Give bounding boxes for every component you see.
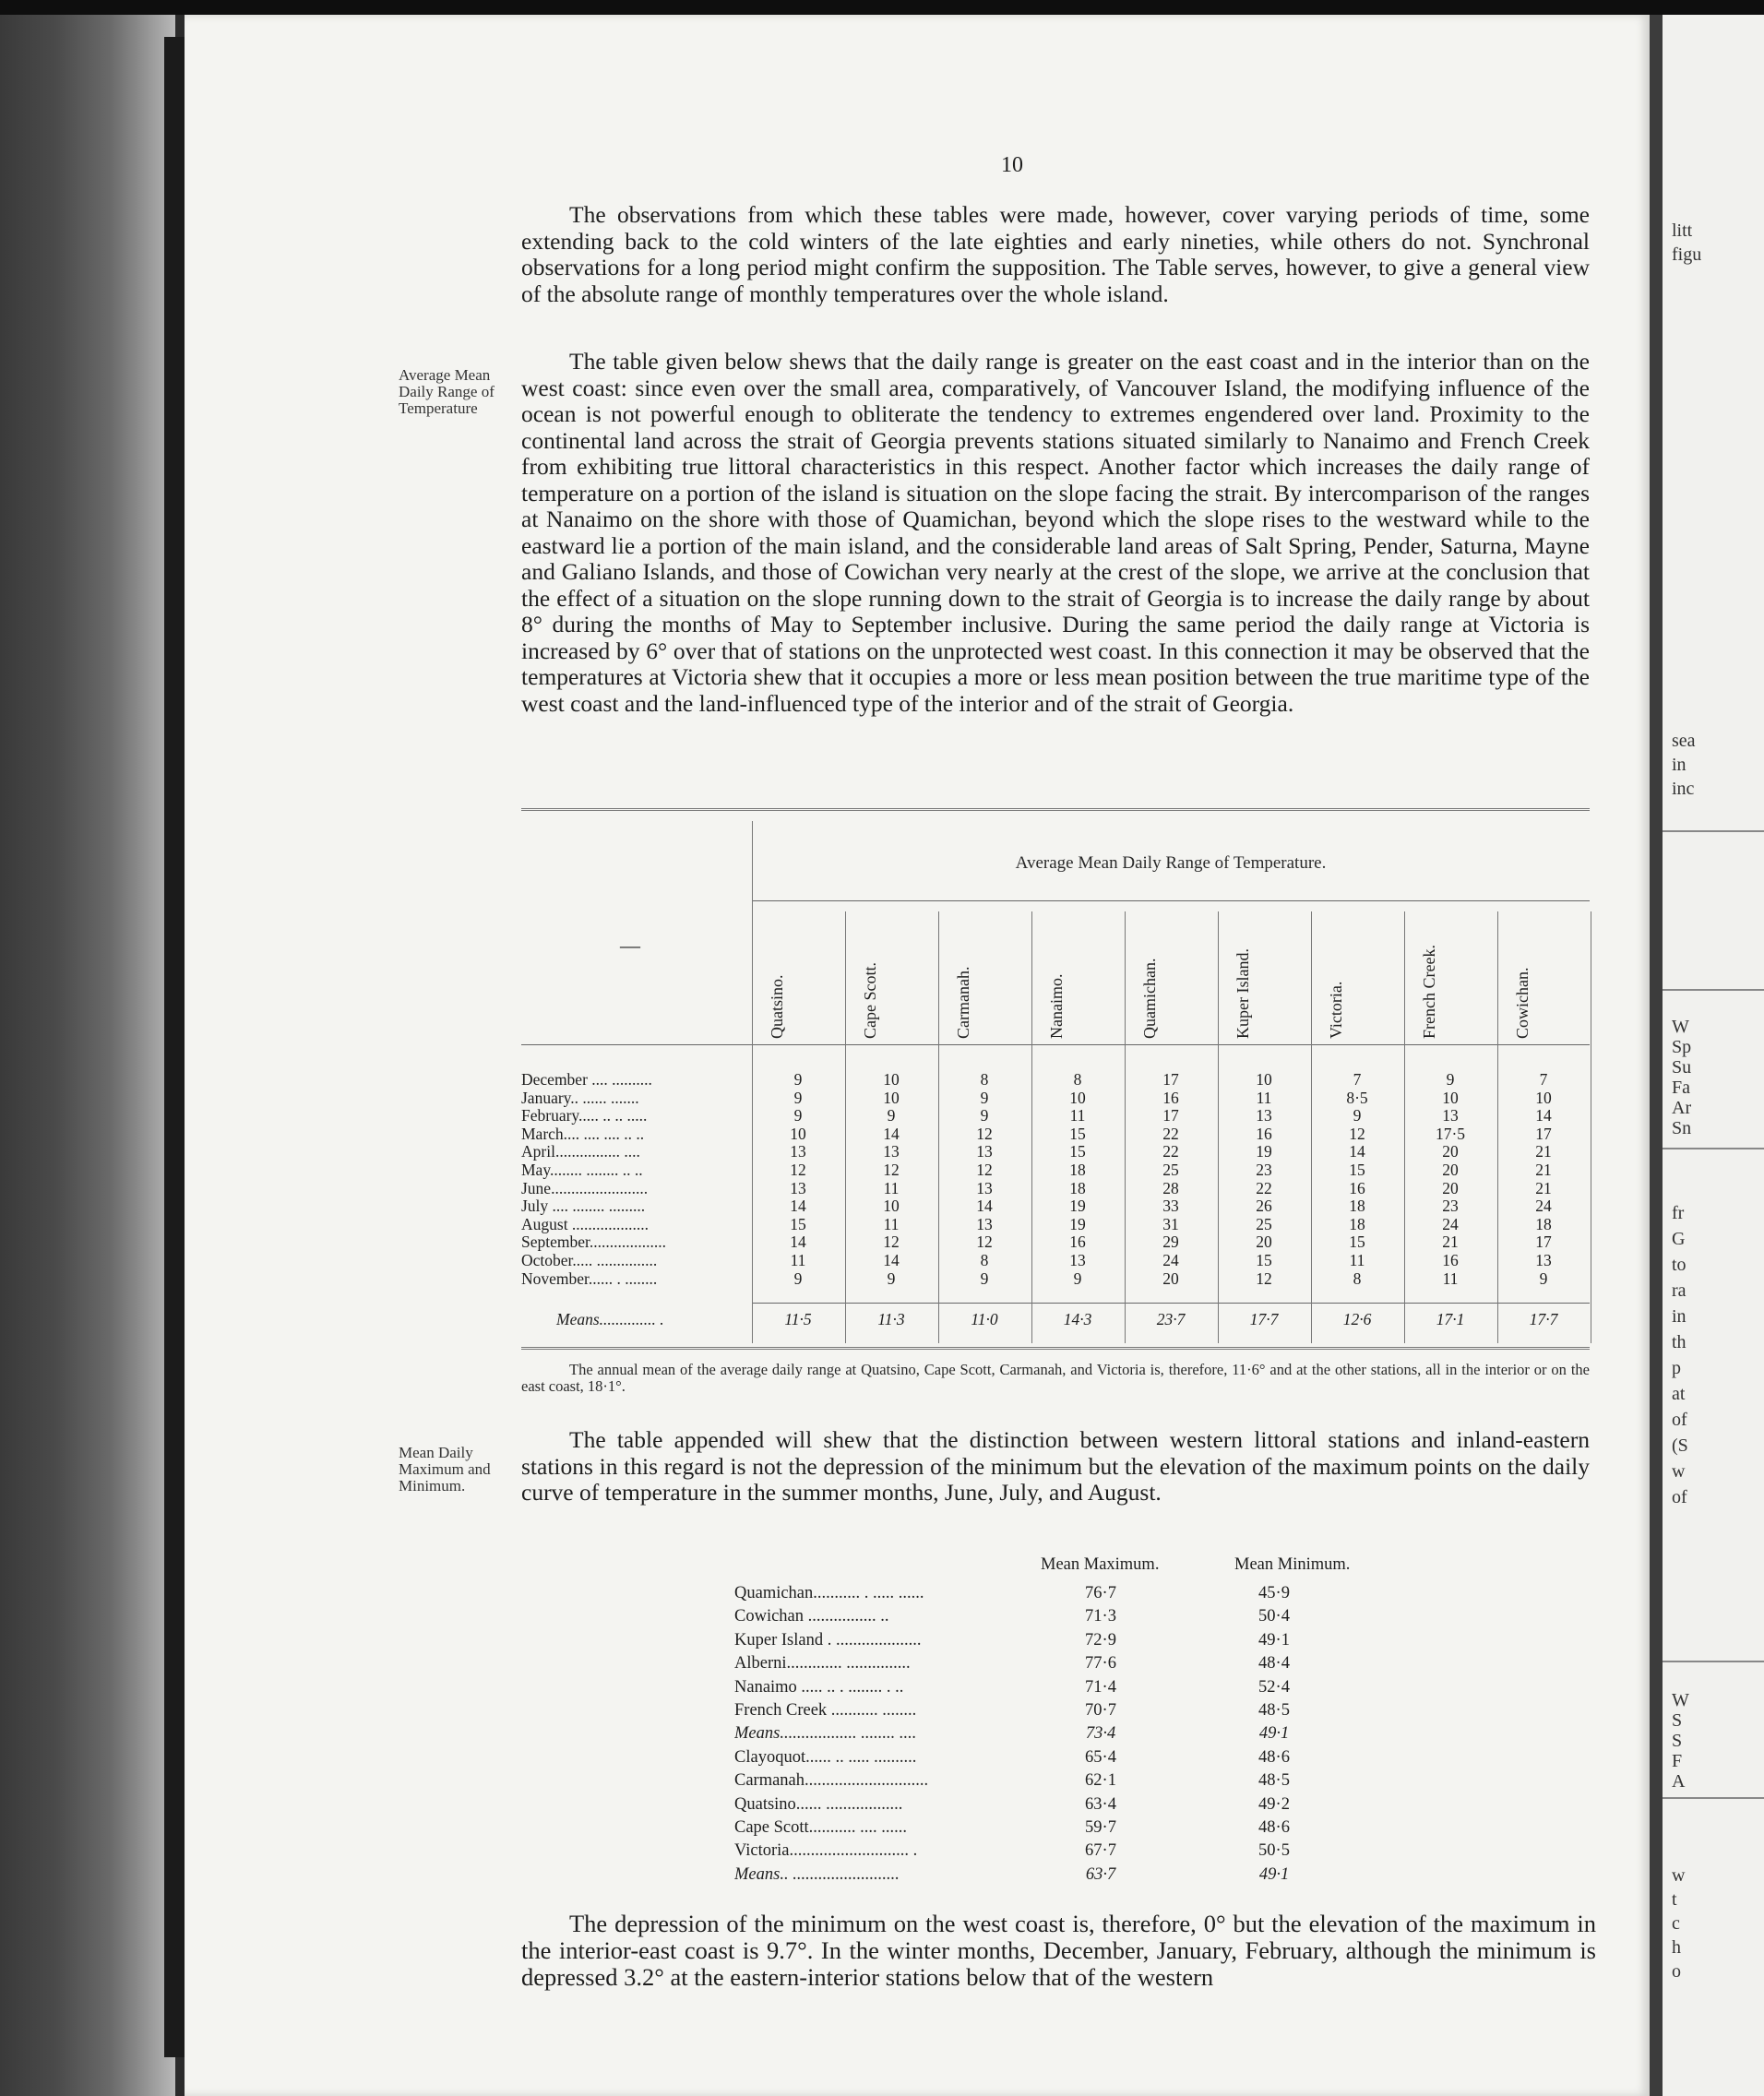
- paragraph-max-min: The table appended will shew that the distinction between western littoral stations and inland-eastern stations in this regard is not the depression of the minimum but the elevation of the maximum points on the daily curve of temperature in the summer months, June, July, and August.: [521, 1426, 1590, 1506]
- table-row: [521, 1270, 1590, 1288]
- adjacent-page-fragment: Fa: [1672, 1078, 1690, 1098]
- adjacent-page-fragment: inc: [1672, 779, 1695, 799]
- max-value: 71·3: [1085, 1607, 1116, 1626]
- station-name: Carmanah.............................: [734, 1771, 929, 1791]
- table-cell: 17·1: [1436, 1310, 1465, 1328]
- table-cell: 28: [1162, 1178, 1179, 1197]
- adjacent-page-rule: [1663, 830, 1764, 832]
- adjacent-page-fragment: c: [1672, 1913, 1680, 1934]
- month-label: January.. ...... .......: [521, 1089, 639, 1107]
- table-row: [521, 1233, 1590, 1251]
- book-binding: [0, 15, 175, 2096]
- adjacent-page-fragment: o: [1672, 1961, 1681, 1982]
- table-row: [521, 1216, 1590, 1233]
- range-table-title: Average Mean Daily Range of Temperature.: [1015, 853, 1327, 873]
- table-cell: 29: [1162, 1233, 1179, 1252]
- table-cell: 17·7: [1249, 1310, 1279, 1328]
- table-cell: 26: [1256, 1197, 1272, 1216]
- month-label: August ...................: [521, 1215, 650, 1233]
- station-name: Cape Scott........... .... ......: [734, 1818, 908, 1837]
- table-row: [734, 1652, 1380, 1674]
- adjacent-page-fragment: W: [1672, 1017, 1689, 1037]
- table-cell: 13: [1256, 1106, 1272, 1125]
- table-cell: 16: [1349, 1178, 1365, 1197]
- station-name: Alberni............. ...............: [734, 1654, 911, 1673]
- adjacent-page-fragment: ra: [1672, 1280, 1687, 1301]
- table-cell: 10: [790, 1124, 806, 1143]
- table-cell: 11: [1349, 1251, 1365, 1269]
- table-cell: 12: [976, 1233, 993, 1252]
- table-cell: 15: [1069, 1142, 1086, 1161]
- table-cell: 16: [1069, 1233, 1086, 1252]
- adjacent-page-fragment: at: [1672, 1384, 1686, 1404]
- table-cell: 12: [790, 1161, 806, 1179]
- min-value: 50·4: [1258, 1607, 1290, 1626]
- means-rule: [752, 1303, 1590, 1304]
- table-cell: 20: [1442, 1142, 1459, 1161]
- month-label: December .... ..........: [521, 1071, 652, 1089]
- adjacent-page-fragment: of: [1672, 1487, 1687, 1507]
- table-cell: 15: [1349, 1233, 1365, 1252]
- adjacent-page-fragment: h: [1672, 1937, 1681, 1958]
- table-cell: 9: [1353, 1106, 1362, 1125]
- adjacent-page-fragment: in: [1672, 755, 1687, 775]
- table-row: [521, 1252, 1590, 1269]
- table-cell: 18: [1349, 1214, 1365, 1233]
- table-cell: 9: [793, 1088, 803, 1107]
- table-row: [734, 1793, 1380, 1816]
- table-cell: 10: [1069, 1088, 1086, 1107]
- min-value: 49·2: [1258, 1794, 1290, 1814]
- table-cell: 13: [790, 1142, 806, 1161]
- table-row: [734, 1676, 1380, 1698]
- table-cell: 14: [1535, 1106, 1552, 1125]
- adjacent-page-fragment: th: [1672, 1332, 1687, 1352]
- adjacent-page-fragment: sea: [1672, 731, 1696, 751]
- table-cell: 8: [980, 1251, 989, 1269]
- max-value: 63·7: [1085, 1864, 1116, 1884]
- station-name: Means.................. ........ ....: [734, 1724, 917, 1744]
- table-cell: 22: [1162, 1142, 1179, 1161]
- adjacent-page-fragment: litt: [1672, 220, 1693, 241]
- adjacent-page-rule: [1663, 989, 1764, 991]
- table-cell: 24: [1535, 1197, 1552, 1216]
- table-cell: 22: [1256, 1178, 1272, 1197]
- table-cell: 13: [1069, 1251, 1086, 1269]
- table-row: [734, 1746, 1380, 1768]
- adjacent-page-fragment: fr: [1672, 1203, 1685, 1223]
- table-cell: 7: [1539, 1070, 1548, 1089]
- table-row: [734, 1816, 1380, 1839]
- table-row: [734, 1699, 1380, 1721]
- max-value: 71·4: [1085, 1677, 1116, 1697]
- adjacent-page-edge: [1663, 15, 1764, 2096]
- table-cell: 13: [976, 1178, 993, 1197]
- max-value: 63·4: [1085, 1794, 1116, 1814]
- mean-maximum-header: Mean Maximum.: [1041, 1555, 1160, 1574]
- table-cell: 13: [976, 1214, 993, 1233]
- table-row: [734, 1840, 1380, 1862]
- table-cell: 9: [887, 1268, 896, 1288]
- table-cell: 8: [1073, 1070, 1082, 1089]
- station-header: Carmanah.: [954, 966, 972, 1039]
- table-cell: 12: [976, 1124, 993, 1143]
- table-cell: 12: [1349, 1124, 1365, 1143]
- table-row: [734, 1605, 1380, 1627]
- table-cell: 18: [1535, 1214, 1552, 1233]
- table-cell: 11·3: [877, 1310, 905, 1328]
- month-label: November...... . ........: [521, 1269, 658, 1288]
- sidenote-average-range: Average Mean Daily Range of Temperature: [399, 366, 495, 417]
- station-header: Victoria.: [1327, 981, 1345, 1039]
- table-cell: 11: [1442, 1268, 1459, 1288]
- table-cell: 17: [1162, 1106, 1179, 1125]
- table-cell: 9: [980, 1106, 989, 1125]
- table-cell: 14: [790, 1197, 806, 1216]
- table-cell: 18: [1069, 1161, 1086, 1179]
- station-header: Nanaimo.: [1047, 973, 1066, 1039]
- table-cell: 14: [790, 1233, 806, 1252]
- table-cell: 14: [976, 1197, 993, 1216]
- min-value: 49·1: [1258, 1864, 1290, 1884]
- station-name: Clayoquot...... .. ..... ..........: [734, 1747, 917, 1767]
- station-header: Quamichan.: [1140, 958, 1159, 1039]
- table-row: [734, 1582, 1380, 1604]
- month-label: July .... ........ .........: [521, 1197, 646, 1216]
- table-cell: 24: [1162, 1251, 1179, 1269]
- adjacent-page-fragment: t: [1672, 1889, 1677, 1910]
- adjacent-page-fragment: S: [1672, 1710, 1683, 1731]
- table-cell: 13: [1535, 1251, 1552, 1269]
- adjacent-page-fragment: Su: [1672, 1057, 1692, 1078]
- min-value: 48·6: [1258, 1818, 1290, 1837]
- adjacent-page-fragment: S: [1672, 1731, 1683, 1751]
- adjacent-page-rule: [1663, 1797, 1764, 1799]
- table-cell: 12: [976, 1161, 993, 1179]
- max-value: 59·7: [1085, 1818, 1116, 1837]
- table-cell: 11·5: [784, 1310, 812, 1328]
- range-footnote: The annual mean of the average daily range at Quatsino, Cape Scott, Carmanah, and Victoria is, therefore, 11·6° and at the other stations, all in the interior or on the east coast, 18·1°.: [521, 1361, 1590, 1395]
- adjacent-page-fragment: of: [1672, 1410, 1687, 1430]
- station-name: French Creek ........... ........: [734, 1701, 917, 1720]
- table-cell: 12: [883, 1233, 900, 1252]
- min-value: 49·1: [1258, 1724, 1290, 1744]
- adjacent-page-fragment: to: [1672, 1255, 1687, 1275]
- table-cell: 11: [883, 1214, 900, 1233]
- station-name: Quatsino...... ..................: [734, 1794, 903, 1814]
- max-value: 77·6: [1085, 1654, 1116, 1673]
- table-row: [734, 1769, 1380, 1792]
- month-label: April................ ....: [521, 1143, 640, 1161]
- table-cell: 19: [1256, 1142, 1272, 1161]
- table-cell: 13: [1442, 1106, 1459, 1125]
- table-cell: 18: [1069, 1178, 1086, 1197]
- adjacent-page-fragment: Ar: [1672, 1098, 1692, 1118]
- table-cell: 24: [1442, 1214, 1459, 1233]
- table-cell: 33: [1162, 1197, 1179, 1216]
- paragraph-final: The depression of the minimum on the west coast is, therefore, 0° but the elevation of the maximum in the interior-east coast is 9.7°. In the winter months, December, January, February, although the minimum is depressed 3.2° at the eastern-interior stations below that of the western: [521, 1910, 1596, 1991]
- adjacent-page-fragment: Sn: [1672, 1118, 1692, 1138]
- station-name: Kuper Island . ....................: [734, 1630, 922, 1649]
- station-name: Means.. .........................: [734, 1864, 900, 1884]
- range-table-corner: —: [620, 934, 640, 957]
- table-cell: 17: [1535, 1124, 1552, 1143]
- adjacent-page-fragment: w: [1672, 1461, 1686, 1482]
- paragraph-daily-range: The table given below shews that the daily range is greater on the east coast and in the interior than on the west coast: since even over the small area, comparatively, of Vancouver Island, the modifying influence of the ocean is not powerful enough to obliterate the tendency to extremes engendered over land. Proximity to the continental land across the strait of Georgia prevents stations situated similarly to Nanaimo and French Creek from exhibiting true littoral characteristics in this respect. Another factor which increases the daily range of temperature on a portion of the island is situation on the slope facing the strait. By intercomparison of the ranges at Nanaimo on the shore with those of Quamichan, beyond which the slope rises to the westward while to the eastward lie a portion of the main island, and the considerable land areas of Salt Spring, Pender, Saturna, Mayne and Galiano Islands, and those of Cowichan very nearly at the crest of the slope, we arrive at the conclusion that the effect of a situation on the slope running down to the strait of Georgia is to increase the daily range by about 8° during the months of May to September inclusive. During the same period the daily range at Victoria is increased by 6° over that of stations on the unprotected west coast. In this connection it may be observed that the temperatures at Victoria shew that it occupies a more or less mean position between the true maritime type of the west coast and the land-influenced type of the interior and of the strait of Georgia.: [521, 348, 1590, 717]
- table-cell: 10: [883, 1197, 900, 1216]
- means-row: [734, 1864, 1380, 1886]
- table-cell: 17: [1535, 1233, 1552, 1252]
- table-cell: 9: [887, 1106, 896, 1125]
- table-cell: 14·3: [1063, 1310, 1092, 1328]
- table-row: [521, 1161, 1590, 1179]
- table-cell: 12: [883, 1161, 900, 1179]
- min-value: 49·1: [1258, 1630, 1290, 1649]
- table-cell: 9: [1073, 1268, 1082, 1288]
- page-number: 10: [1001, 153, 1023, 177]
- table-cell: 15: [1256, 1251, 1272, 1269]
- table-cell: 25: [1162, 1161, 1179, 1179]
- min-value: 48·5: [1258, 1701, 1290, 1720]
- table-cell: 9: [980, 1088, 989, 1107]
- table-cell: 20: [1256, 1233, 1272, 1252]
- table-cell: 18: [1349, 1197, 1365, 1216]
- max-value: 76·7: [1085, 1584, 1116, 1602]
- adjacent-page-rule: [1663, 1661, 1764, 1662]
- station-name: Victoria............................ .: [734, 1841, 918, 1861]
- table-cell: 9: [1539, 1268, 1548, 1288]
- adjacent-page-fragment: figu: [1672, 244, 1702, 265]
- table-row: [521, 1197, 1590, 1215]
- table-row: [521, 1125, 1590, 1143]
- table-cell: 13: [790, 1178, 806, 1197]
- table-cell: 22: [1162, 1124, 1179, 1143]
- table-cell: 10: [883, 1070, 900, 1089]
- table-cell: 21: [1535, 1142, 1552, 1161]
- table-cell: 20: [1162, 1268, 1179, 1288]
- table-top-rule: [521, 808, 1590, 811]
- table-row: [734, 1629, 1380, 1651]
- table-cell: 17: [1162, 1070, 1179, 1089]
- month-label: June........................: [521, 1179, 649, 1197]
- means-row: [521, 1311, 1590, 1328]
- table-cell: 15: [1349, 1161, 1365, 1179]
- header-rule: [521, 1044, 1590, 1045]
- table-cell: 19: [1069, 1197, 1086, 1216]
- table-cell: 19: [1069, 1214, 1086, 1233]
- sidenote-max-min: Mean Daily Maximum and Minimum.: [399, 1444, 491, 1495]
- table-cell: 14: [883, 1124, 900, 1143]
- adjacent-page-fragment: W: [1672, 1690, 1689, 1710]
- table-cell: 8·5: [1346, 1088, 1368, 1107]
- station-header: Quatsino.: [768, 974, 786, 1039]
- adjacent-page-fragment: G: [1672, 1229, 1686, 1249]
- scanner-top-edge: [0, 0, 1764, 15]
- station-name: Cowichan ................ ..: [734, 1607, 889, 1626]
- min-value: 45·9: [1258, 1584, 1290, 1602]
- adjacent-page-fragment: F: [1672, 1751, 1683, 1771]
- binding-shadow: [164, 37, 185, 2057]
- min-value: 52·4: [1258, 1677, 1290, 1697]
- table-cell: 17·7: [1529, 1310, 1558, 1328]
- table-cell: 16: [1256, 1124, 1272, 1143]
- station-name: Nanaimo ..... .. . ........ . ..: [734, 1677, 904, 1697]
- station-header: Kuper Island.: [1234, 948, 1252, 1039]
- table-cell: 12·6: [1342, 1310, 1372, 1328]
- station-header: French Creek.: [1420, 945, 1438, 1039]
- adjacent-page-fragment: in: [1672, 1306, 1687, 1327]
- table-cell: 11: [1256, 1088, 1272, 1107]
- max-value: 70·7: [1085, 1701, 1116, 1720]
- table-cell: 9: [793, 1106, 803, 1125]
- table-cell: 17·5: [1435, 1124, 1466, 1143]
- table-cell: 31: [1162, 1214, 1179, 1233]
- means-row: [734, 1722, 1380, 1745]
- station-name: Quamichan........... . ..... ......: [734, 1584, 924, 1602]
- table-row: [521, 1090, 1590, 1107]
- adjacent-page-rule: [1663, 1148, 1764, 1149]
- table-cell: 9: [1446, 1070, 1455, 1089]
- month-label: February..... .. .. .....: [521, 1107, 648, 1125]
- table-cell: 11: [1069, 1106, 1086, 1125]
- month-label: May........ ........ .. ..: [521, 1161, 643, 1179]
- table-cell: 13: [883, 1142, 900, 1161]
- table-cell: 15: [1069, 1124, 1086, 1143]
- station-header: Cape Scott.: [861, 962, 879, 1039]
- month-label: October..... ...............: [521, 1252, 658, 1269]
- table-cell: 11·0: [971, 1310, 998, 1328]
- table-cell: 21: [1535, 1161, 1552, 1179]
- min-value: 48·4: [1258, 1654, 1290, 1673]
- mean-minimum-header: Mean Minimum.: [1234, 1555, 1351, 1574]
- adjacent-page-fragment: w: [1672, 1865, 1686, 1886]
- table-cell: 16: [1442, 1251, 1459, 1269]
- table-cell: 8: [1353, 1268, 1362, 1288]
- table-cell: 23: [1442, 1197, 1459, 1216]
- table-cell: 11: [883, 1178, 900, 1197]
- adjacent-page-fragment: A: [1672, 1771, 1686, 1792]
- table-row: [521, 1107, 1590, 1125]
- table-cell: 9: [793, 1268, 803, 1288]
- table-cell: 10: [883, 1088, 900, 1107]
- table-bottom-rule: [521, 1347, 1590, 1350]
- table-row: [521, 1071, 1590, 1089]
- table-cell: 14: [883, 1251, 900, 1269]
- table-cell: 25: [1256, 1214, 1272, 1233]
- table-cell: 10: [1535, 1088, 1552, 1107]
- max-value: 72·9: [1085, 1630, 1116, 1649]
- max-value: 67·7: [1085, 1841, 1116, 1861]
- table-cell: 23·7: [1156, 1310, 1186, 1328]
- max-value: 62·1: [1085, 1771, 1116, 1791]
- title-underline: [752, 900, 1590, 901]
- table-cell: 12: [1256, 1268, 1272, 1288]
- table-row: [521, 1143, 1590, 1161]
- table-cell: 20: [1442, 1178, 1459, 1197]
- table-cell: 16: [1162, 1088, 1179, 1107]
- table-cell: 11: [790, 1251, 806, 1269]
- table-row: [521, 1180, 1590, 1197]
- means-label: Means.............. .: [556, 1311, 664, 1328]
- max-value: 73·4: [1085, 1724, 1116, 1744]
- table-cell: 21: [1535, 1178, 1552, 1197]
- min-value: 48·6: [1258, 1747, 1290, 1767]
- adjacent-page-fragment: (S: [1672, 1435, 1688, 1456]
- adjacent-page-fragment: p: [1672, 1358, 1681, 1378]
- min-value: 50·5: [1258, 1841, 1290, 1861]
- table-cell: 21: [1442, 1233, 1459, 1252]
- table-cell: 10: [1256, 1070, 1272, 1089]
- table-cell: 7: [1353, 1070, 1362, 1089]
- table-cell: 23: [1256, 1161, 1272, 1179]
- page-gutter: [1650, 15, 1663, 2096]
- table-cell: 20: [1442, 1161, 1459, 1179]
- month-label: September...................: [521, 1233, 666, 1252]
- table-cell: 14: [1349, 1142, 1365, 1161]
- paragraph-observations: The observations from which these tables were made, however, cover varying periods of time, some extending back to the cold winters of the late eighties and early nineties, while others do not. Synchronal observations for a long period might confirm the supposition. The Table serves, however, to give a general view of the absolute range of monthly temperatures over the whole island.: [521, 201, 1590, 307]
- adjacent-page-fragment: Sp: [1672, 1037, 1692, 1057]
- table-cell: 8: [980, 1070, 989, 1089]
- table-cell: 13: [976, 1142, 993, 1161]
- month-label: March.... .... .... .. ..: [521, 1125, 645, 1143]
- max-value: 65·4: [1085, 1747, 1116, 1767]
- table-cell: 15: [790, 1214, 806, 1233]
- table-cell: 10: [1442, 1088, 1459, 1107]
- station-header: Cowichan.: [1513, 967, 1532, 1039]
- min-value: 48·5: [1258, 1771, 1290, 1791]
- table-cell: 9: [980, 1268, 989, 1288]
- table-cell: 9: [793, 1070, 803, 1089]
